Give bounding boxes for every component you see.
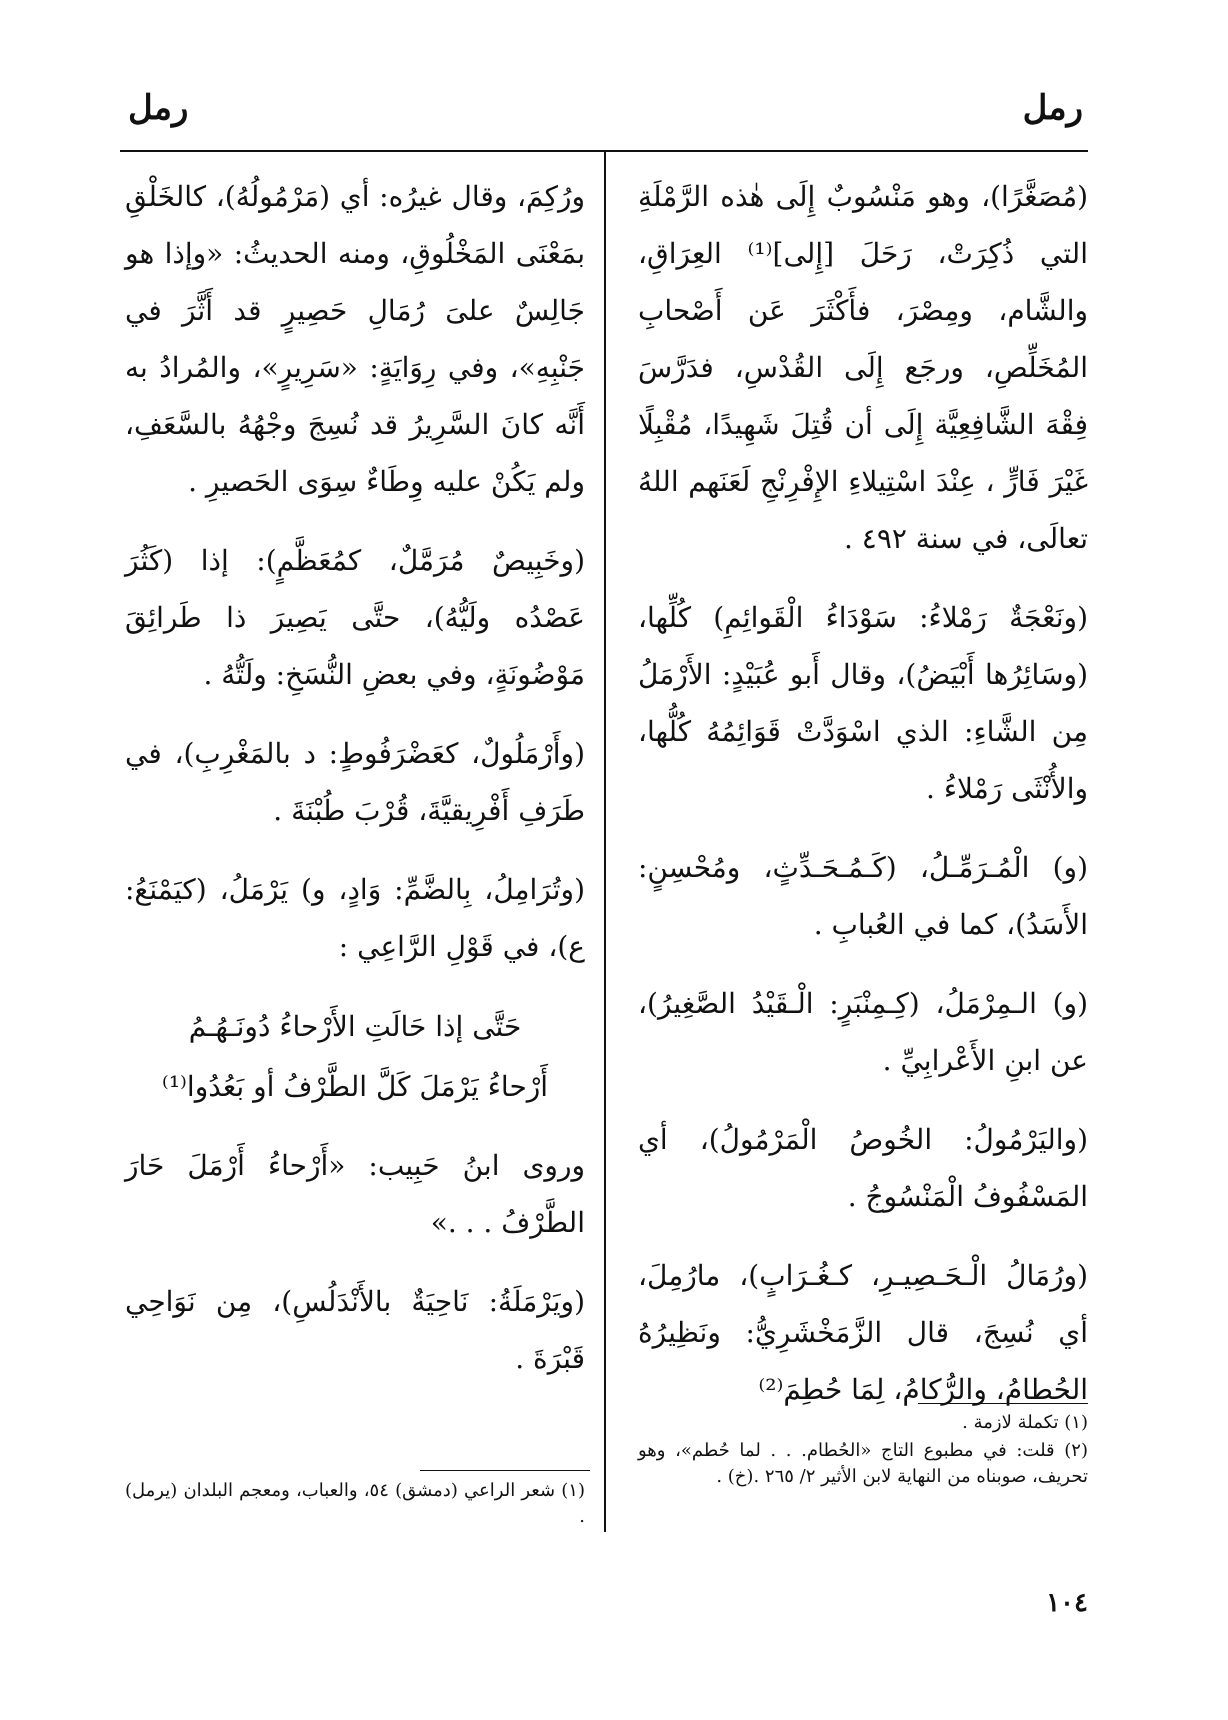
page-number: ١٠٤ bbox=[1046, 1588, 1088, 1618]
entry-paragraph: (وتُرَامِلُ، بِالضَّمِّ: وَادٍ، و) يَرْمَلُ، (كيَمْنَعُ: ع)، في قَوْلِ الرَّاعِي : bbox=[125, 873, 585, 963]
entry-paragraph: (ونَعْجَةٌ رَمْلاءُ: سَوْدَاءُ الْقَوائِمِ) كُلِّها، (وسَائِرُها أَبْيَضُ)، وقال أَبو عُبَيْدٍ: الأَرْمَلُ مِن الشَّاءِ: الذي اسْوَدَّتْ قَوَائِمُهُ كُلُّها، والأُنْثَى رَمْلاءُ . bbox=[638, 601, 1088, 805]
running-header-right: رمل bbox=[1022, 88, 1083, 128]
entry-paragraph: (وأَرْمَلُولٌ، كعَضْرَفُوطٍ: د بالمَغْرِبِ)، في طَرَفِ أَفْرِيقيَّةَ، قُرْبَ طُبْنَةَ . bbox=[125, 737, 585, 827]
entry-paragraph: (واليَرْمُولُ: الخُوصُ الْمَرْمُولُ)، أي المَسْفُوفُ الْمَنْسُوجُ . bbox=[638, 1123, 1088, 1213]
entry-paragraph: ورُكِمَ، وقال غيرُه: أي (مَرْمُولُهُ)، كالخَلْقِ بمَعْنَى المَخْلُوقِ، ومنه الحديثُ: «وإذا هو جَالِسٌ علىَ رُمَالِ حَصِيرٍ قد أَثَّرَ في جَنْبِهِ»، وفي رِوَايَةٍ: «سَرِيرٍ»، والمُرادُ به أَنَّه كانَ السَّرِيرُ قد نُسِجَ وجْهُهُ بالسَّعَفِ، ولم يَكُنْ عليه وِطَاءٌ سِوَى الحَصيرِ . bbox=[125, 180, 585, 498]
entry-paragraph: (وخَبِيصٌ مُرَمَّلٌ، كمُعَظَّمٍ): إذا (كَثُرَ عَصْدُه ولَيُّهُ)، حتَّى يَصِيرَ ذا طَرائِقَ مَوْضُونَةٍ، وفي بعضِ النُّسَخِ: ولَتُّهُ . bbox=[125, 544, 585, 691]
running-header-left: رمل bbox=[128, 88, 189, 128]
footnote: (١) تكملة لازمة . bbox=[962, 1412, 1088, 1433]
poem-verse bbox=[125, 997, 585, 1117]
entry-paragraph: (و) الـمِرْمَلُ، (كِـمِنْبَرٍ: الْـقَيْدُ الصَّغِيرُ)، عن ابنِ الأَعْرابِيِّ . bbox=[638, 987, 1088, 1077]
right-column bbox=[638, 168, 1088, 1440]
entry-paragraph: (ويَرْمَلَةُ: نَاحِيَةٌ بالأَنْدَلُسِ)، مِن نَوَاحِي قَبْرَةَ . bbox=[125, 1285, 585, 1375]
footnotes-left bbox=[125, 1478, 585, 1532]
entry-paragraph: (مُصَغَّرًا)، وهو مَنْسُوبٌ إِلَى هٰذه الرَّمْلَةِ التي ذُكِرَتْ، رَحَلَ [إِلى]⁽¹⁾ العِرَاقِ، والشَّام، ومِصْرَ، فأَكْثَرَ عَن أَصْحابِ المُخَلِّصِ، ورجَع إِلَى القُدْسِ، فدَرَّسَ فِقْهَ الشَّافِعِيَّة إِلَى أن قُتِلَ شَهِيدًا، مُقْبِلًا غَيْرَ فَارٍّ ، عِنْدَ اسْتِيلاءِ الإِفْرِنْجِ لَعَنَهم اللهُ تعالَى، في سنة ٤٩٢ . bbox=[638, 180, 1088, 555]
entry-paragraph: (ورُمَالُ الْـحَـصِيـرِ، كـغُـرَابٍ)، مارُمِلَ، أي نُسِجَ، قال الزَّمَخْشَرِيُّ: ونَظِيرُهُ الحُطامُ، والرُّكامُ، لِمَا حُطِمَ⁽²⁾ bbox=[638, 1259, 1088, 1406]
poem-hemistich-1: حَتَّى إذا حَالَتِ الأَرْحاءُ دُونَـهُـمُ bbox=[188, 1010, 522, 1043]
poem-hemistich-2: أَرْحاءُ يَرْمَلَ كَلَّ الطَّرْفُ أو بَعُدُوا⁽¹⁾ bbox=[161, 1070, 549, 1103]
column-divider bbox=[604, 152, 606, 1532]
entry-paragraph: وروى ابنُ حَبِيب: «أَرْحاءُ أَرْمَلَ حَارَ الطَّرْفُ . . .» bbox=[125, 1149, 585, 1239]
entry-paragraph: (و) الْمُـرَمِّـلُ، (كَـمُـحَـدِّثٍ، ومُحْسِنٍ: الأَسَدُ)، كما في العُبابِ . bbox=[638, 851, 1088, 941]
footnote: (٢) قلت: في مطبوع التاج «الحُطام. . . لما حُطم»، وهو تحريف، صوبناه من النهاية لابن الأثير ٢/ ٢٦٥ .(خ) . bbox=[638, 1440, 1088, 1487]
footnotes-right bbox=[638, 1410, 1088, 1492]
footnote-rule-left bbox=[420, 1470, 590, 1471]
footnote-rule-right bbox=[918, 1403, 1088, 1404]
footnote: (١) شعر الراعي (دمشق) ٥٤، والعباب، ومعجم البلدان (يرمل) . bbox=[125, 1480, 585, 1527]
left-column bbox=[125, 168, 585, 1409]
